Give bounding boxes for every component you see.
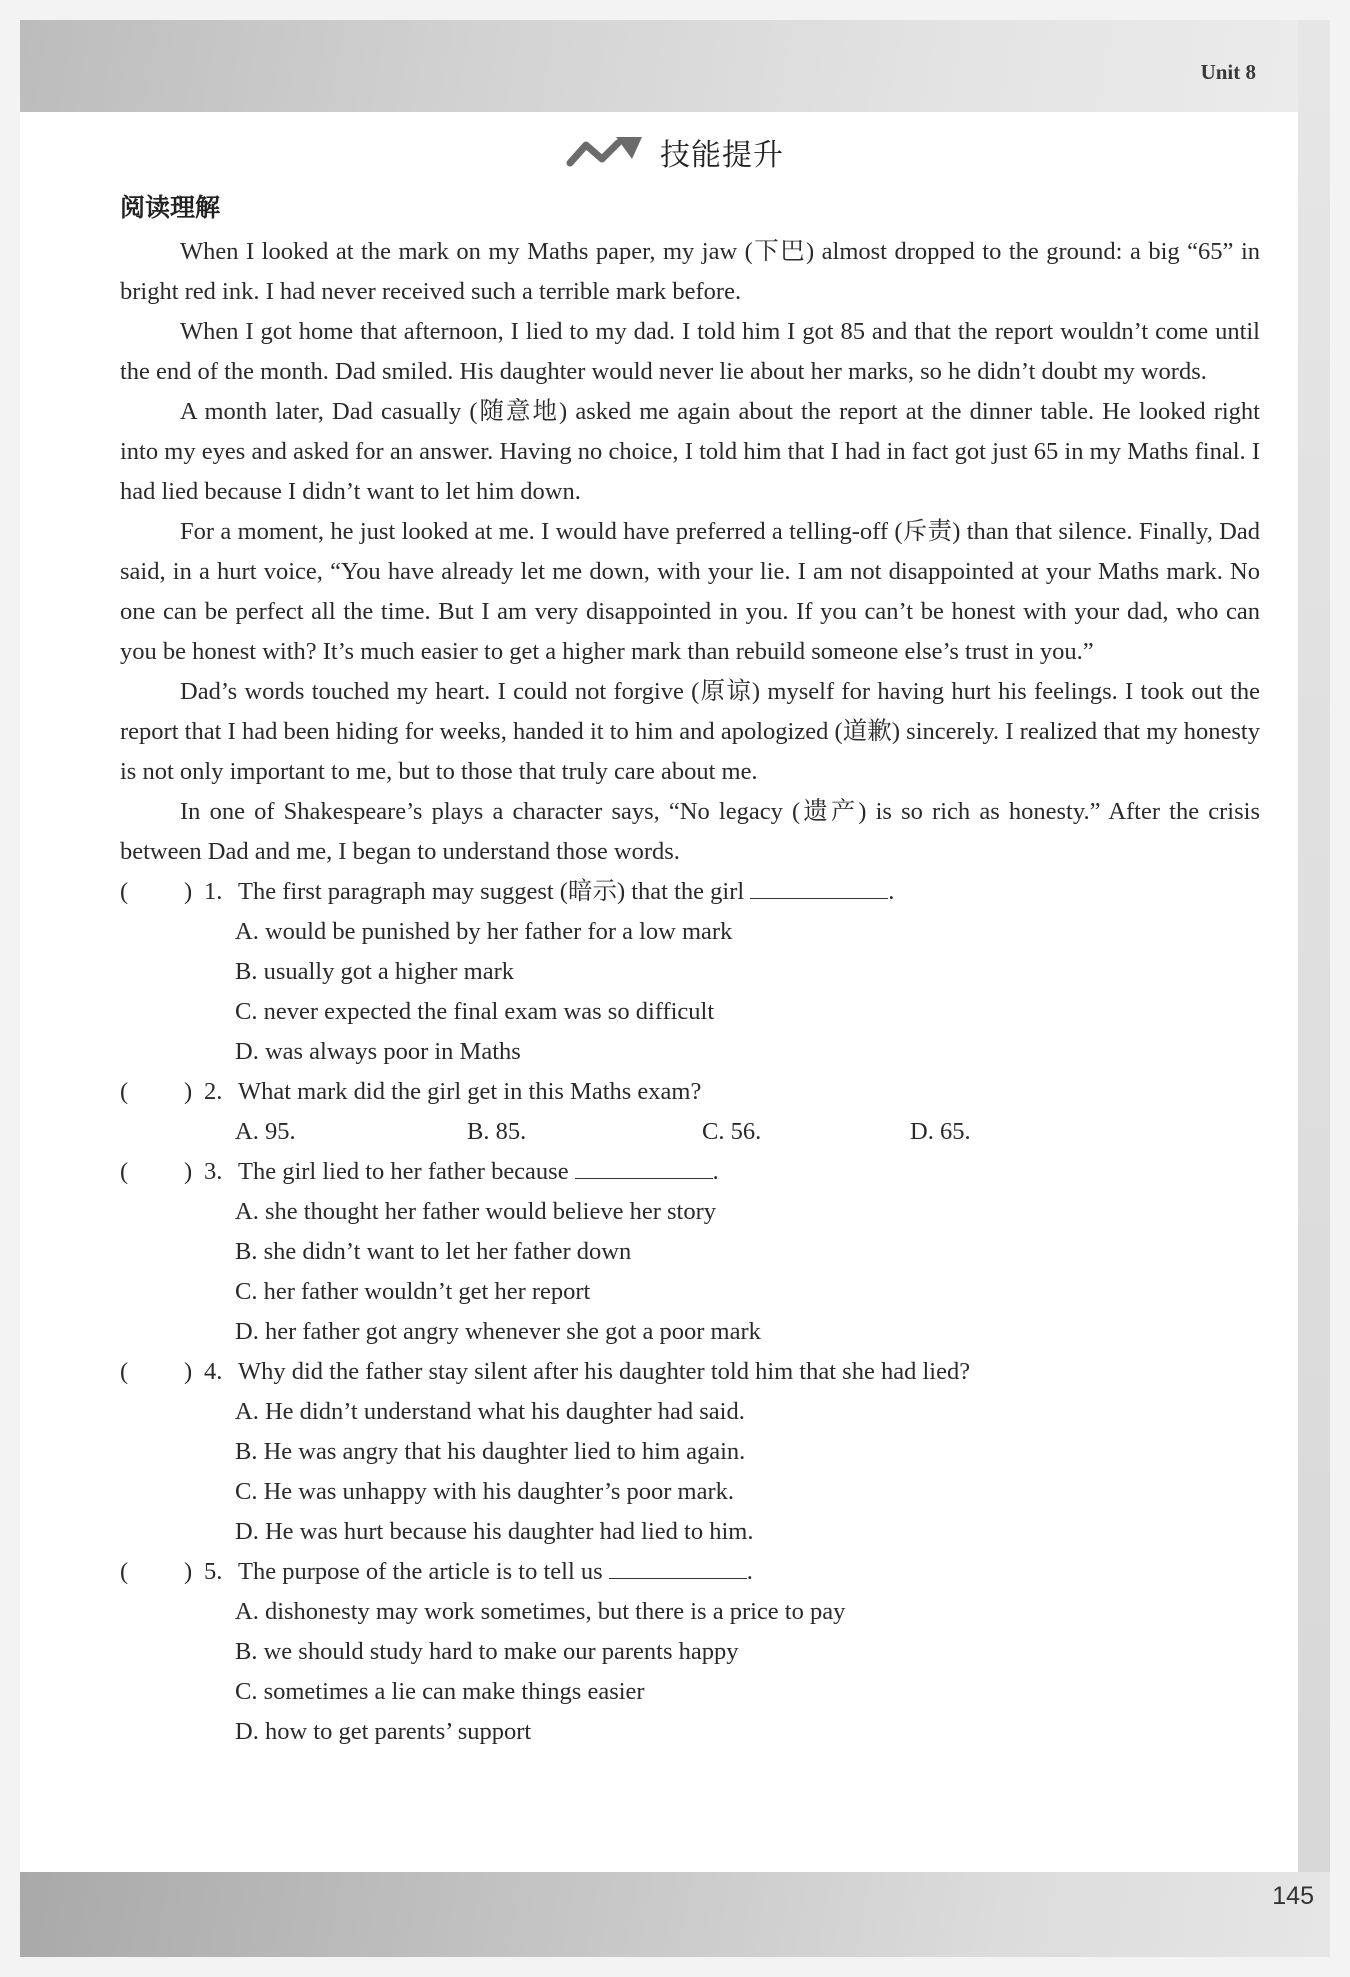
question-number: 1.: [204, 878, 223, 905]
inline-options: [120, 1112, 1260, 1152]
option: C. never expected the final exam was so difficult: [235, 998, 715, 1025]
question-stem: The girl lied to her father because .: [238, 1152, 719, 1192]
option: D. 65.: [910, 1118, 971, 1145]
unit-label: Unit 8: [1200, 60, 1256, 84]
question-number: 5.: [204, 1558, 223, 1585]
option: C. sometimes a lie can make things easier: [235, 1678, 645, 1705]
option: A. dishonesty may work sometimes, but there is a price to pay: [235, 1598, 846, 1625]
answer-bracket-close: ): [184, 1078, 193, 1105]
question-5: [120, 1552, 1260, 1592]
answer-bracket-close: ): [184, 1558, 193, 1585]
top-band: [20, 20, 1330, 112]
answer-blank: [609, 1552, 747, 1579]
answer-bracket[interactable]: (: [120, 1078, 129, 1105]
question-4: [120, 1352, 1260, 1392]
trend-arrow-icon: [566, 135, 648, 169]
right-margin-strip: [1298, 20, 1330, 1935]
bottom-band: [20, 1872, 1330, 1957]
answer-bracket[interactable]: (: [120, 1158, 129, 1185]
option: B. He was angry that his daughter lied to him again.: [235, 1438, 746, 1465]
option: C. 56.: [702, 1118, 762, 1145]
question-3: [120, 1152, 1260, 1192]
option: A. He didn’t understand what his daughter had said.: [235, 1398, 745, 1425]
question-stem: What mark did the girl get in this Maths exam?: [238, 1078, 702, 1105]
option: D. her father got angry whenever she got a poor mark: [235, 1318, 761, 1345]
option: C. He was unhappy with his daughter’s poor mark.: [235, 1478, 734, 1505]
option: B. usually got a higher mark: [235, 958, 514, 985]
option: A. she thought her father would believe her story: [235, 1198, 717, 1225]
option: C. her father wouldn’t get her report: [235, 1278, 591, 1305]
question-number: 3.: [204, 1158, 223, 1185]
question-number: 2.: [204, 1078, 223, 1105]
answer-blank: [750, 872, 888, 899]
question-number: 4.: [204, 1358, 223, 1385]
option: D. was always poor in Maths: [235, 1038, 521, 1065]
reading-section: [120, 190, 1260, 1752]
passage-paragraph: For a moment, he just looked at me. I would have preferred a telling-off (斥责) than that silence. Finally, Dad said, in a hurt voice, “You have already let me down, with your lie. I am not disappointed at your Maths mark. No one can be perfect all the time. But I am very disappointed in you. If you can’t be honest with your dad, who can you be honest with? It’s much easier to get a higher mark than rebuild someone else’s trust in you.”: [120, 518, 1260, 665]
answer-blank: [575, 1152, 713, 1179]
page-number: 145: [1272, 1882, 1314, 1910]
answer-bracket[interactable]: (: [120, 1558, 129, 1585]
question-stem: The first paragraph may suggest (暗示) that the girl .: [238, 872, 894, 912]
option: B. we should study hard to make our parents happy: [235, 1638, 739, 1665]
passage-paragraph: Dad’s words touched my heart. I could not forgive (原谅) myself for having hurt his feelings. I took out the report that I had been hiding for weeks, handed it to him and apologized (道歉) sincerely. I realized that my honesty is not only important to me, but to those that truly care about me.: [120, 678, 1260, 785]
question-stem: Why did the father stay silent after his daughter told him that she had lied?: [238, 1358, 971, 1385]
section-title: 技能提升: [660, 138, 784, 173]
reading-heading: 阅读理解: [120, 193, 221, 222]
question-list: [120, 872, 1260, 1752]
section-header: [0, 130, 1350, 174]
passage-paragraph: A month later, Dad casually (随意地) asked me again about the report at the dinner table. He looked right into my eyes and asked for an answer. Having no choice, I told him that I had in fact got just 65 in my Maths final. I had lied because I didn’t want to let him down.: [120, 398, 1260, 505]
option: A. 95.: [235, 1118, 296, 1145]
option: D. how to get parents’ support: [235, 1718, 532, 1745]
option: B. she didn’t want to let her father down: [235, 1238, 632, 1265]
answer-bracket-close: ): [184, 878, 193, 905]
answer-bracket-close: ): [184, 1358, 193, 1385]
question-1: [120, 872, 1260, 912]
answer-bracket-close: ): [184, 1158, 193, 1185]
passage-paragraph: When I looked at the mark on my Maths paper, my jaw (下巴) almost dropped to the ground: a big “65” in bright red ink. I had never received such a terrible mark before.: [120, 238, 1260, 305]
option: B. 85.: [467, 1118, 527, 1145]
answer-bracket[interactable]: (: [120, 878, 129, 905]
passage-paragraph: When I got home that afternoon, I lied to my dad. I told him I got 85 and that the report wouldn’t come until the end of the month. Dad smiled. His daughter would never lie about her marks, so he didn’t doubt my words.: [120, 318, 1260, 385]
passage-paragraph: In one of Shakespeare’s plays a character says, “No legacy (遗产) is so rich as honesty.” After the crisis between Dad and me, I began to understand those words.: [120, 798, 1260, 865]
passage: [120, 232, 1260, 872]
answer-bracket[interactable]: (: [120, 1358, 129, 1385]
question-2: [120, 1072, 1260, 1112]
question-stem: The purpose of the article is to tell us .: [238, 1552, 753, 1592]
option: A. would be punished by her father for a low mark: [235, 918, 733, 945]
option: D. He was hurt because his daughter had lied to him.: [235, 1518, 754, 1545]
